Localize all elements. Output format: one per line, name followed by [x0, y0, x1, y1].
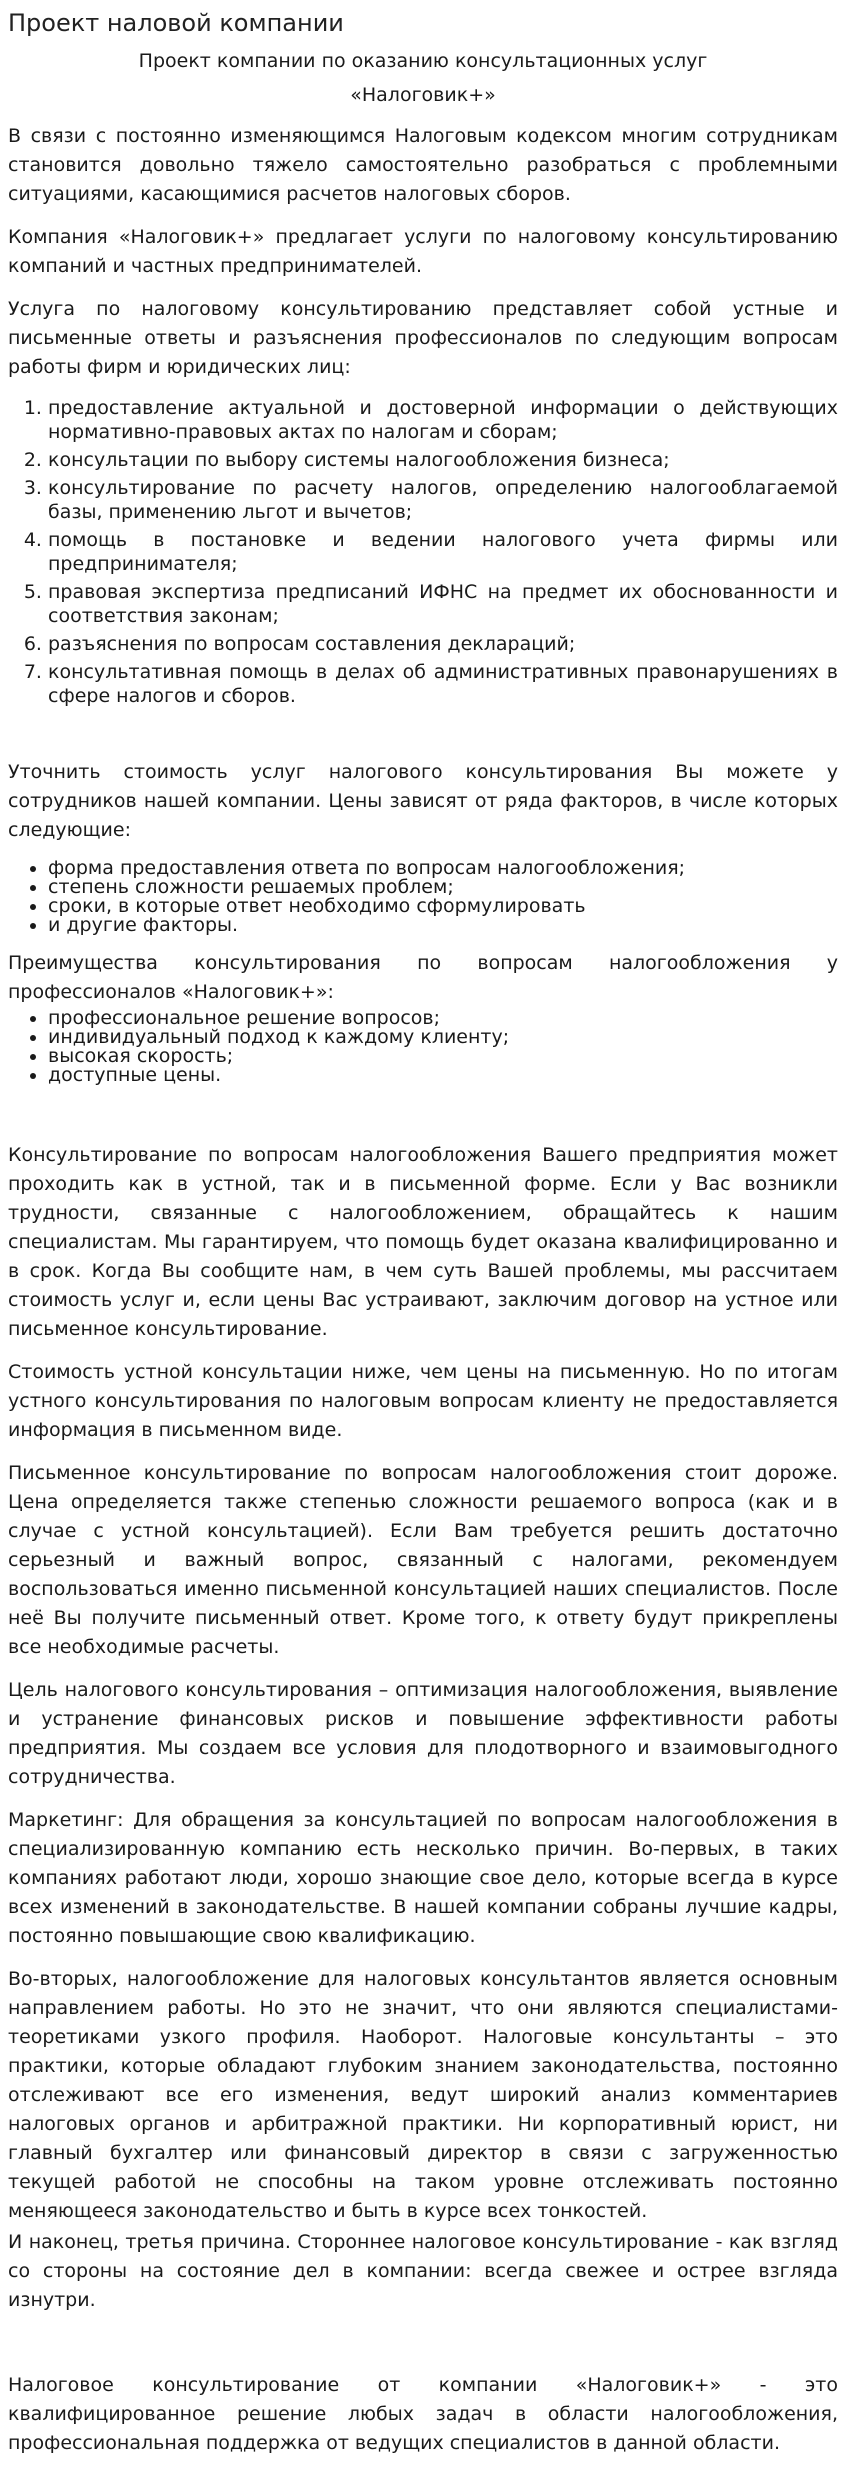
spacer	[8, 722, 838, 758]
list-item: • и другие факторы.	[48, 916, 838, 935]
list-item: 7. консультативная помощь в делах об административных правонарушениях в сфере налогов и сборов.	[48, 660, 838, 708]
spacer	[8, 2329, 838, 2371]
list-item: 5. правовая экспертиза предписаний ИФНС на предмет их обоснованности и соответствия законам;	[48, 580, 838, 628]
advantages-list	[8, 1009, 838, 1085]
body-paragraph: Консультирование по вопросам налогообложения Вашего предприятия может проходить как в устной, так и в письменной форме. Если у Вас возникли трудности, связанные с налогообложением, обращайтесь к нашим специалистам. Мы гарантируем, что помощь будет оказана квалифицированно и в срок. Когда Вы сообщите нам, в чем суть Вашей проблемы, мы рассчитаем стоимость услуг и, если цены Вас устраивают, заключим договор на устное или письменное консультирование.	[8, 1144, 838, 1340]
list-item: 1. предоставление актуальной и достоверной информации о действующих нормативно-правовых актах по налогам и сборам;	[48, 396, 838, 444]
list-item: • высокая скорость;	[48, 1047, 838, 1066]
list-item: • сроки, в которые ответ необходимо сформулировать	[48, 897, 838, 916]
body-paragraph: Стоимость устной консультации ниже, чем цены на письменную. Но по итогам устного консультирования по налоговым вопросам клиенту не предоставляется информация в письменном виде.	[8, 1361, 838, 1441]
intro-paragraph: Услуга по налоговому консультированию представляет собой устные и письменные ответы и разъяснения профессионалов по следующим вопросам работы фирм и юридических лиц:	[8, 298, 838, 378]
company-name: «Налоговик+»	[350, 84, 496, 106]
body-paragraph: Цель налогового консультирования – оптимизация налогообложения, выявление и устранение финансовых рисков и повышение эффективности работы предприятия. Мы создаем все условия для плодотворного и взаимовыгодного сотрудничества.	[8, 1679, 838, 1788]
reason-two-paragraph: Во-вторых, налогообложение для налоговых консультантов является основным направлением работы. Но это не значит, что они являются специалистами-теоретиками узкого профиля. Наоборот. Налоговые консультанты – это практики, которые обладают глубоким знанием законодательства, постоянно отслеживают все его изменения, ведут широкий анализ комментариев налоговых органов и арбитражной практики. Ни корпоративный юрист, ни главный бухгалтер или финансовый директор в связи с загруженностью текущей работой не способны на таком уровне отслеживать постоянно меняющееся законодательство и быть в курсе всех тонкостей.	[8, 1968, 838, 2222]
list-item: • доступные цены.	[48, 1066, 838, 1085]
spacer	[8, 1099, 838, 1141]
document	[8, 0, 838, 2472]
list-item: • степень сложности решаемых проблем;	[48, 878, 838, 897]
price-intro: Уточнить стоимость услуг налогового консультирования Вы можете у сотрудников нашей компании. Цены зависят от ряда факторов, в числе которых следующие:	[8, 761, 838, 841]
body-paragraph: Письменное консультирование по вопросам налогообложения стоит дороже. Цена определяется также степенью сложности решаемого вопроса (как и в случае с устной консультацией). Если Вам требуется решить достаточно серьезный и важный вопрос, связанный с налогами, рекомендуем воспользоваться именно письменной консультацией наших специалистов. После неё Вы получите письменный ответ. Кроме того, к ответу будут прикреплены все необходимые расчеты.	[8, 1462, 838, 1658]
list-item: 2. консультации по выбору системы налогообложения бизнеса;	[48, 448, 838, 472]
services-list	[8, 396, 838, 708]
intro-paragraph: Компания «Налоговик+» предлагает услуги по налоговому консультированию компаний и частных предпринимателей.	[8, 226, 838, 277]
list-item: 4. помощь в постановке и ведении налогового учета фирмы или предпринимателя;	[48, 528, 838, 576]
page-title: Проект наловой компании	[8, 9, 344, 37]
conclusion-paragraph: Налоговое консультирование от компании «Налоговик+» - это квалифицированное решение любых задач в области налогообложения, профессиональная поддержка от ведущих специалистов в данной области.	[8, 2374, 838, 2454]
list-item: 3. консультирование по расчету налогов, определению налогооблагаемой базы, применению льгот и вычетов;	[48, 476, 838, 524]
document-subtitle: Проект компании по оказанию консультационных услуг	[138, 50, 708, 72]
reason-three-paragraph: И наконец, третья причина. Стороннее налоговое консультирование - как взгляд со стороны на состояние дел в компании: всегда свежее и острее взгляда изнутри.	[8, 2231, 838, 2311]
advantages-intro: Преимущества консультирования по вопросам налогообложения у профессионалов «Налоговик+»:	[8, 952, 838, 1003]
intro-paragraph: В связи с постоянно изменяющимся Налоговым кодексом многим сотрудникам становится довольно тяжело самостоятельно разобраться с проблемными ситуациями, касающимися расчетов налоговых сборов.	[8, 125, 838, 205]
price-factors-list	[8, 859, 838, 935]
list-item: • форма предоставления ответа по вопросам налогообложения;	[48, 859, 838, 878]
list-item: • индивидуальный подход к каждому клиенту;	[48, 1028, 838, 1047]
list-item: • профессиональное решение вопросов;	[48, 1009, 838, 1028]
body-paragraph: Маркетинг: Для обращения за консультацией по вопросам налогообложения в специализированную компанию есть несколько причин. Во-первых, в таких компаниях работают люди, хорошо знающие свое дело, которые всегда в курсе всех изменений в законодательстве. В нашей компании собраны лучшие кадры, постоянно повышающие свою квалификацию.	[8, 1809, 838, 1947]
list-item: 6. разъяснения по вопросам составления деклараций;	[48, 632, 838, 656]
